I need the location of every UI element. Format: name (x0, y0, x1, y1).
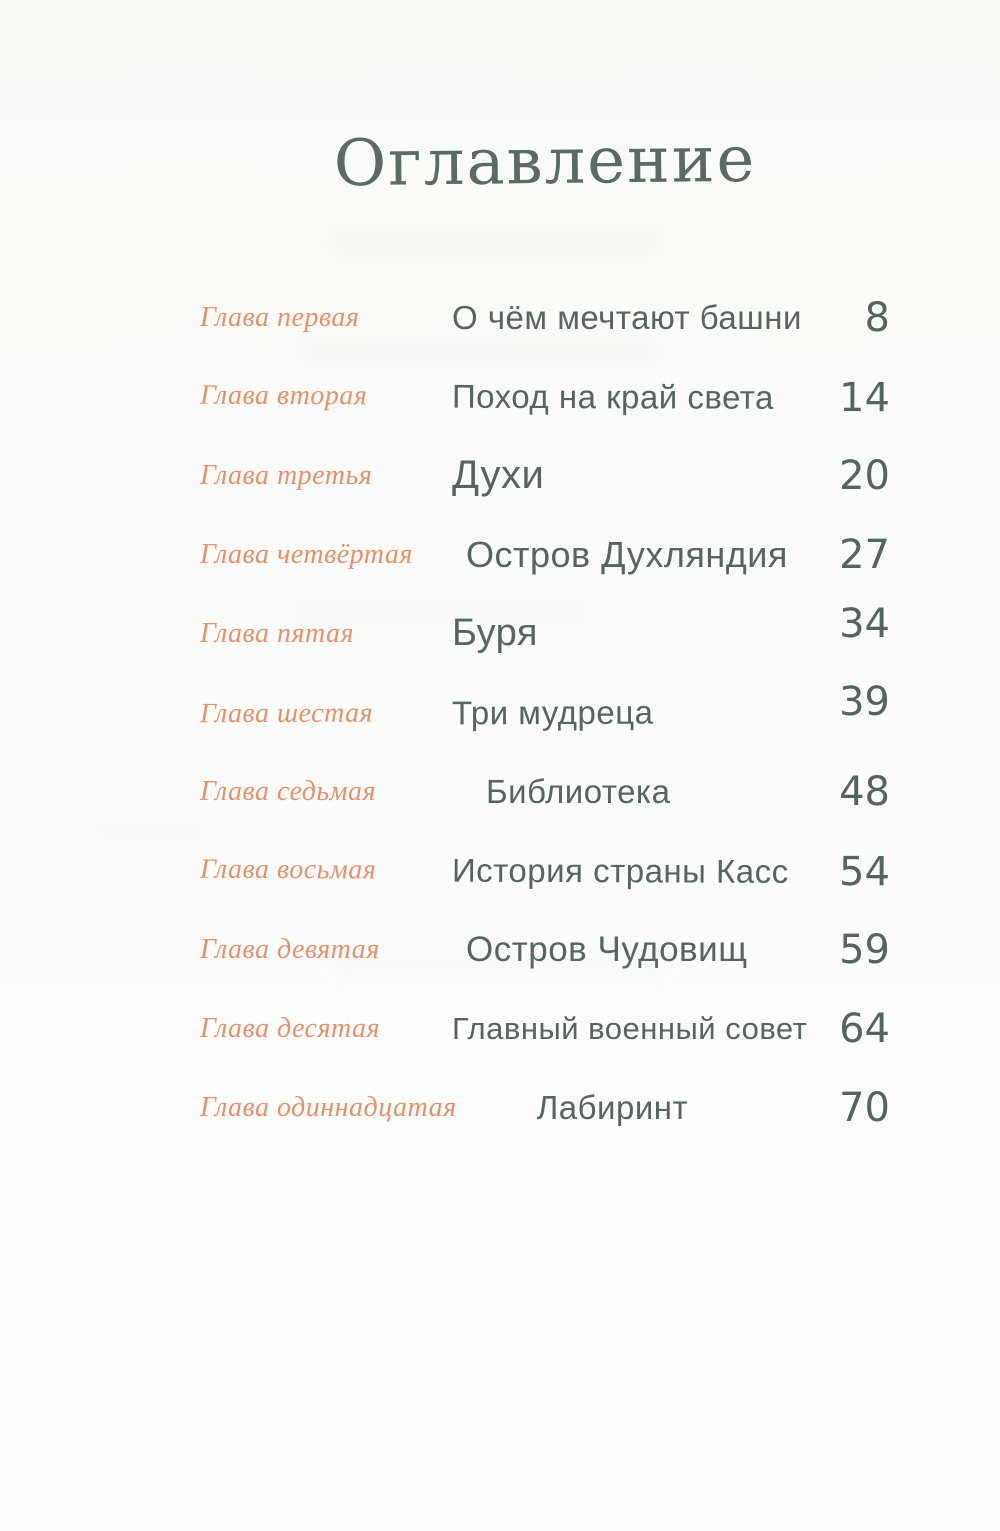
toc-entry (200, 752, 890, 831)
toc-entry-page-number: 20 (839, 452, 890, 499)
toc-entry (200, 672, 890, 753)
toc-entry (200, 356, 890, 437)
toc-entry-page-number: 59 (839, 926, 890, 973)
toc-entry-chapter-label: Глава восьмая (199, 853, 377, 885)
toc-entry-title: О чём мечтают башни (452, 298, 802, 336)
toc-entry (200, 989, 890, 1068)
page-showthrough (330, 228, 660, 254)
toc-entry-title: Библиотека (486, 772, 671, 810)
toc-entry-page-number: 48 (839, 768, 890, 815)
toc-entry (200, 830, 890, 911)
page-showthrough (90, 820, 210, 840)
toc-entry-title: История страны Касс (451, 851, 789, 890)
toc-entry-chapter-label: Глава седьмая (200, 775, 377, 807)
toc-entry-title: Лабиринт (536, 1088, 689, 1126)
toc-entry-chapter-label: Глава пятая (200, 617, 355, 649)
toc-entry-title: Поход на край света (451, 377, 774, 416)
toc-entry-chapter-label: Глава третья (200, 459, 373, 491)
toc-entry-chapter-label: Глава одиннадцатая (200, 1091, 457, 1123)
toc-entry-title: Остров Духляндия (466, 533, 788, 575)
toc-list (200, 278, 890, 1147)
toc-entry-chapter-label: Глава десятая (200, 1012, 381, 1044)
toc-entry (200, 436, 890, 515)
toc-entry-title: Три мудреца (451, 693, 654, 731)
toc-entry-chapter-label: Глава четвёртая (200, 538, 413, 570)
toc-entry (200, 278, 890, 357)
toc-entry-title: Буря (452, 612, 538, 654)
toc-entry-title: Духи (452, 453, 545, 497)
toc-entry-chapter-label: Глава девятая (200, 933, 380, 965)
toc-entry-page-number: 64 (839, 1005, 890, 1052)
toc-entry-title: Остров Чудовищ (466, 929, 748, 969)
toc-entry (200, 594, 890, 673)
toc-entry-page-number: 39 (838, 678, 891, 725)
page-title: Оглавление (333, 122, 757, 202)
toc-entry (200, 515, 890, 594)
toc-entry (200, 910, 890, 989)
toc-entry-page-number: 27 (839, 531, 890, 578)
toc-entry-chapter-label: Глава вторая (199, 379, 368, 411)
toc-entry-page-number: 14 (839, 374, 891, 421)
toc-entry-chapter-label: Глава первая (200, 301, 360, 333)
toc-entry-chapter-label: Глава шестая (199, 697, 374, 729)
toc-entry-page-number: 70 (839, 1084, 890, 1131)
toc-entry-page-number: 54 (839, 848, 891, 895)
toc-entry-page-number: 34 (839, 600, 890, 647)
toc-entry-page-number: 8 (864, 294, 890, 341)
toc-entry-title: Главный военный совет (452, 1010, 808, 1046)
toc-entry (200, 1068, 890, 1147)
